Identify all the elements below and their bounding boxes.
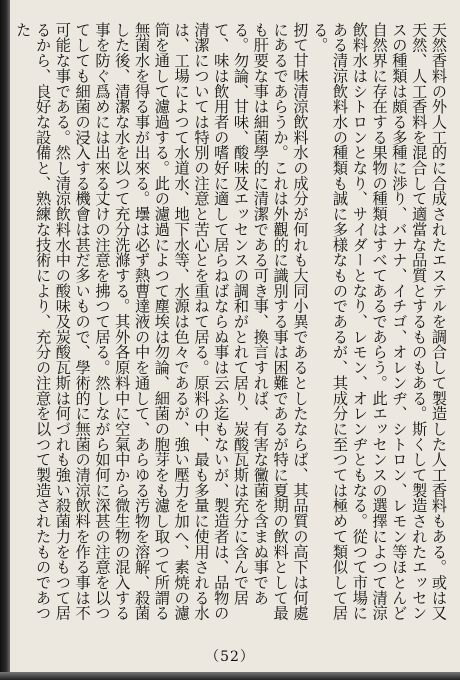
body-text (14, 22, 448, 632)
page-bottom-shadow (0, 672, 460, 680)
paragraph-2: 扨て甘味清涼飲料水の成分が何れも大同小異であるとしたならば、其品質の高下は何處にあるであらうか。これは外觀的に識別する事は困難であるが特に夏期の飲料として最も肝要な事は細菌學的に清潔である可き事、換言すれば、有害な黴菌を含まぬ事である。勿論、甘味、酸味及エッセンスの調和がとれて居り、炭酸瓦斯は充分に含んで居て、味は飲用者の嗜好に適して居らねばならぬ事は云ふ迄もないが、製造者は、品物の清潔については特別の注意と苦心とを重ねて居る。原料の中、最も多量に使用される水は、工場によつて水道水、地下水等、水源は色々であるが、強い壓力を加へ、素焼の濾筒を通して濾過する。此の濾過によつて塵埃は勿論、細菌の胞芽をも濾し取つて所謂る無菌水を得る事が出來る。壜は必ず熱曹達液の中を通して、あらゆる汚物を溶解、殺菌した後、清潔な水を以つて充分洗滌する。其外各原料中に空氣中から微生物の混入する事を防ぐ爲めには出來る丈けの注意を拂つて居る。然しながら如何に深甚の注意を以つてしても細菌の浸入する機會は甚だ多いもので、學術的に無菌の清涼飲料を作る事は不可能な事である。然し清涼飲料水中の酸味及炭酸瓦斯は何づれも強い殺菌力をもつて居るから、良好な設備と、熟練な技術により、充分の注意を以つて製造されたものであつた (14, 22, 310, 621)
paragraph-1: 天然香料の外人工的に合成されたエステルを調合して製造した人工香料もある。或は又天然、人工香料を混合して適當な品質とするものもある。斯くして製造されたエッセンスの種類は頗る多種に渉り、バナナ、イチゴ、オレンヂ、シトロン、レモン等ほとんど自然界に存在する果物の種類はすべてあるであらう。此エッセンスの選擇によつて清涼飲料水はシトロンとなり、サイダーとなり、レモン、オレンヂともなる。從つて市場にある清涼飲料水の種類も誠に多様なものであるが、其成分に至つては極めて類似して居る。 (311, 22, 448, 621)
page-number: （52） (205, 649, 255, 665)
page-left-shadow (0, 0, 10, 680)
